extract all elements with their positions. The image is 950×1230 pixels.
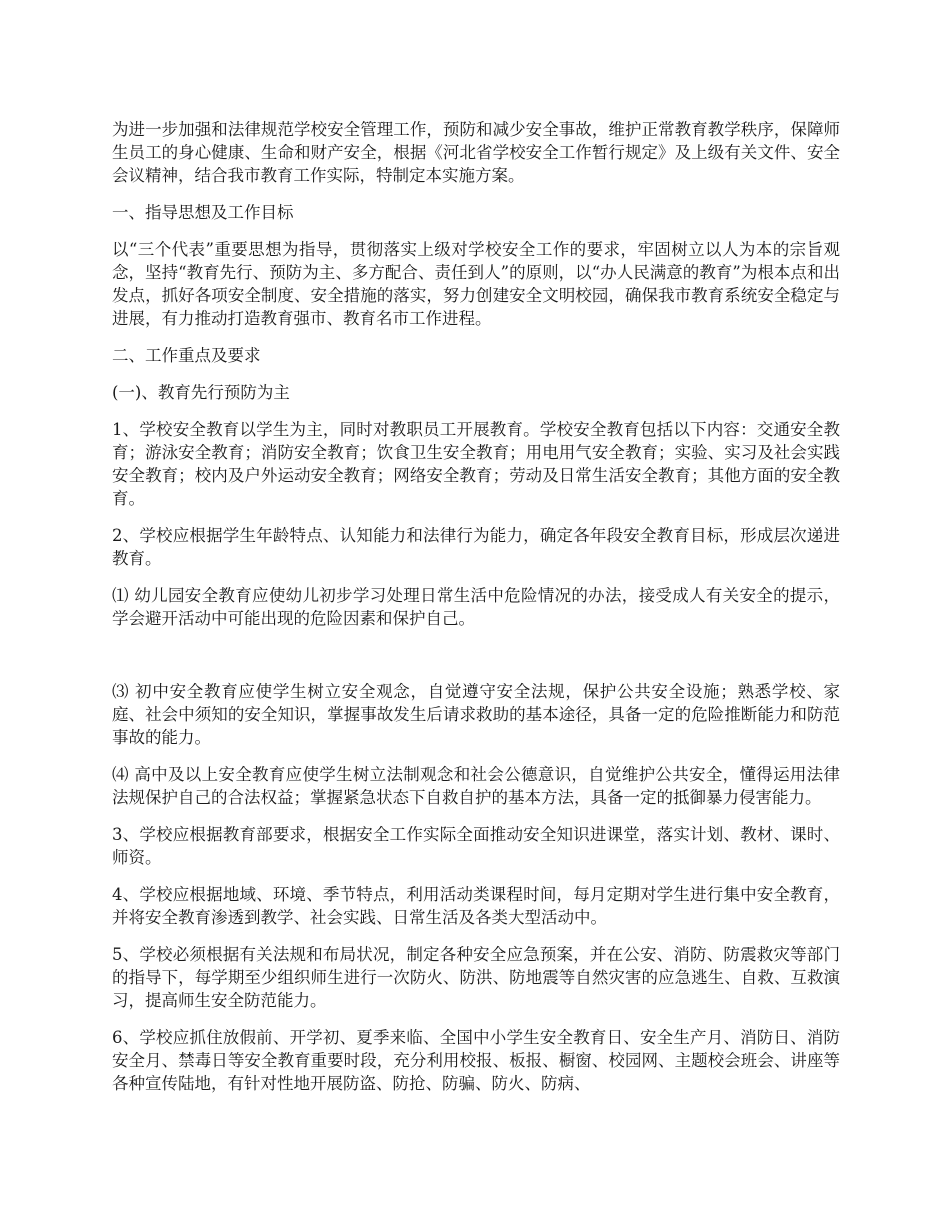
section-heading-guiding-ideology: 一、指导思想及工作目标: [112, 203, 294, 222]
blank-gap: [112, 644, 840, 680]
subsection-heading-education-first: (一)、教育先行预防为主: [112, 383, 290, 402]
guiding-ideology-paragraph: 以“三个代表”重要思想为指导，贯彻落实上级对学校安全工作的要求，牢固树立以人为本的宗旨观念，坚持“教育先行、预防为主、多方配合、责任到人”的原则，以“办人民满意的教育”为根本点和出发点，抓好各项安全制度、安全措施的落实，努力创建安全文明校园，确保我市教育系统安全稳定与进展，有力推动打造教育强市、教育名市工作进程。: [112, 240, 840, 328]
intro-paragraph: 为进一步加强和法律规范学校安全管理工作，预防和减少安全事故，维护正常教育教学秩序，保障师生员工的身心健康、生命和财产安全，根据《河北省学校安全工作暂行规定》及上级有关文件、安全会议精神，结合我市教育工作实际，特制定本实施方案。: [112, 120, 840, 185]
section-heading-work-focus: 二、工作重点及要求: [112, 346, 261, 365]
item-2-paragraph: 2、学校应根据学生年龄特点、认知能力和法律行为能力，确定各年段安全教育目标，形成层次递进教育。: [112, 526, 840, 568]
item-5-paragraph: 5、学校必须根据有关法规和布局状况，制定各种安全应急预案，并在公安、消防、防震救灾等部门的指导下，每学期至少组织师生进行一次防火、防洪、防地震等自然灾害的应急逃生、自救、互救演习，提高师生安全防范能力。: [112, 945, 840, 1010]
item-3-paragraph: 3、学校应根据教育部要求，根据安全工作实际全面推动安全知识进课堂，落实计划、教材、课时、师资。: [112, 825, 840, 867]
senior-high-paragraph: ⑷ 高中及以上安全教育应使学生树立法制观念和社会公德意识，自觉维护公共安全，懂得运用法律法规保护自己的合法权益；掌握紧急状态下自救自护的基本方法，具备一定的抵御暴力侵害能力。: [112, 765, 840, 807]
item-1-paragraph: 1、学校安全教育以学生为主，同时对教职员工开展教育。学校安全教育包括以下内容：交通安全教育；游泳安全教育；消防安全教育；饮食卫生安全教育；用电用气安全教育；实验、实习及社会实践安全教育；校内及户外运动安全教育；网络安全教育；劳动及日常生活安全教育；其他方面的安全教育。: [112, 420, 840, 508]
kindergarten-paragraph: ⑴ 幼儿园安全教育应使幼儿初步学习处理日常生活中危险情况的办法，接受成人有关安全的提示，学会避开活动中可能出现的危险因素和保护自己。: [112, 586, 840, 628]
document-page: [112, 118, 840, 1109]
junior-high-paragraph: ⑶ 初中安全教育应使学生树立安全观念，自觉遵守安全法规，保护公共安全设施；熟悉学校、家庭、社会中须知的安全知识，掌握事故发生后请求救助的基本途径，具备一定的危险推断能力和防范事故的能力。: [112, 682, 840, 747]
item-6-paragraph: 6、学校应抓住放假前、开学初、夏季来临、全国中小学生安全教育日、安全生产月、消防日、消防安全月、禁毒日等安全教育重要时段，充分利用校报、板报、橱窗、校园网、主题校会班会、讲座等各种宣传陆地，有针对性地开展防盗、防抢、防骗、防火、防病、: [112, 1028, 840, 1093]
item-4-paragraph: 4、学校应根据地域、环境、季节特点，利用活动类课程时间，每月定期对学生进行集中安全教育，并将安全教育渗透到教学、社会实践、日常生活及各类大型活动中。: [112, 885, 840, 927]
